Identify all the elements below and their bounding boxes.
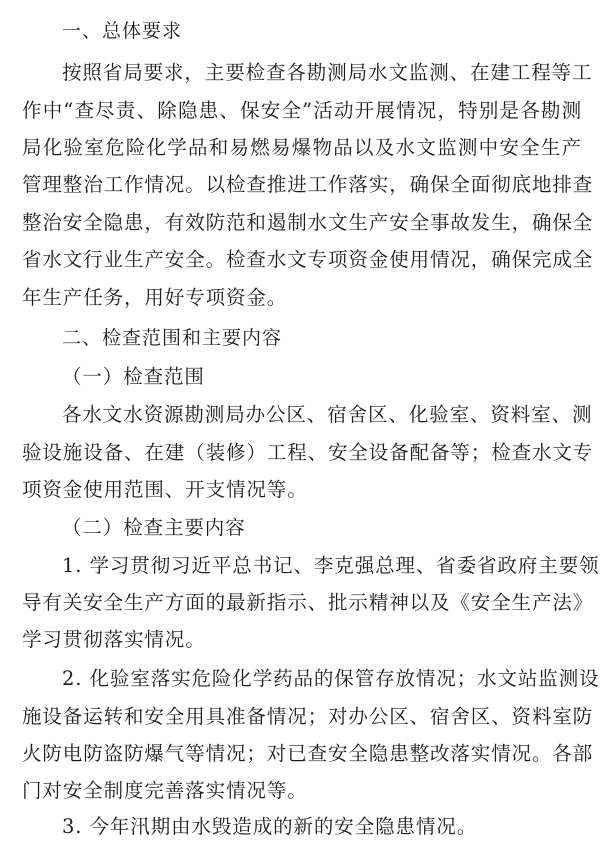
section-1-paragraph-line-1: 按照省局要求，主要检查各勘测局水文监测、在建工程等工 [62, 61, 593, 84]
subsection-1-line-2: 验设施设备、在建（装修）工程、安全设备配备等；检查水文专 [22, 441, 594, 464]
section-1-paragraph-line-5: 整治安全隐患，有效防范和遏制水文生产安全事故发生，确保全 [22, 211, 594, 234]
item-2-line-3: 火防电防盗防爆气等情况；对已查安全隐患整改落实情况。各部 [22, 742, 594, 765]
item-1-line-3: 学习贯彻落实情况。 [22, 628, 206, 651]
section-1-heading: 一、总体要求 [62, 20, 183, 42]
item-2-line-4: 门对安全制度完善落实情况等。 [22, 779, 308, 802]
section-1-paragraph-line-7: 年生产任务，用好专项资金。 [22, 286, 288, 309]
section-1-paragraph-line-2: 作中“查尽责、除隐患、保安全”活动开展情况，特别是各勘测 [22, 99, 582, 122]
item-2-line-2: 施设备运转和安全用具准备情况；对办公区、宿舍区、资料室防 [22, 705, 594, 728]
subsection-2-heading: （二）检查主要内容 [62, 516, 246, 539]
item-3-line-1: 3. 今年汛期由水毁造成的新的安全隐患情况。 [62, 815, 478, 838]
section-2-heading: 二、检查范围和主要内容 [62, 327, 283, 349]
section-1-paragraph-line-6: 省水文行业生产安全。检查水文专项资金使用情况，确保完成全 [22, 248, 594, 271]
subsection-1-line-1: 各水文水资源勘测局办公区、宿舍区、化验室、资料室、测 [62, 403, 593, 426]
item-1-line-2: 导有关安全生产方面的最新指示、批示精神以及《安全生产法》 [22, 591, 594, 614]
subsection-1-heading: （一）检查范围 [62, 365, 205, 388]
item-2-line-1: 2. 化验室落实危险化学药品的保管存放情况；水文站监测设 [62, 667, 600, 690]
item-1-line-1: 1. 学习贯彻习近平总书记、李克强总理、省委省政府主要领 [62, 554, 600, 577]
section-1-paragraph-line-3: 局化验室危险化学品和易燃易爆物品以及水文监测中安全生产 [22, 136, 582, 159]
subsection-1-line-3: 项资金使用范围、开支情况等。 [22, 478, 308, 501]
section-1-paragraph-line-4: 管理整治工作情况。以检查推进工作落实，确保全面彻底地排查 [22, 173, 594, 196]
